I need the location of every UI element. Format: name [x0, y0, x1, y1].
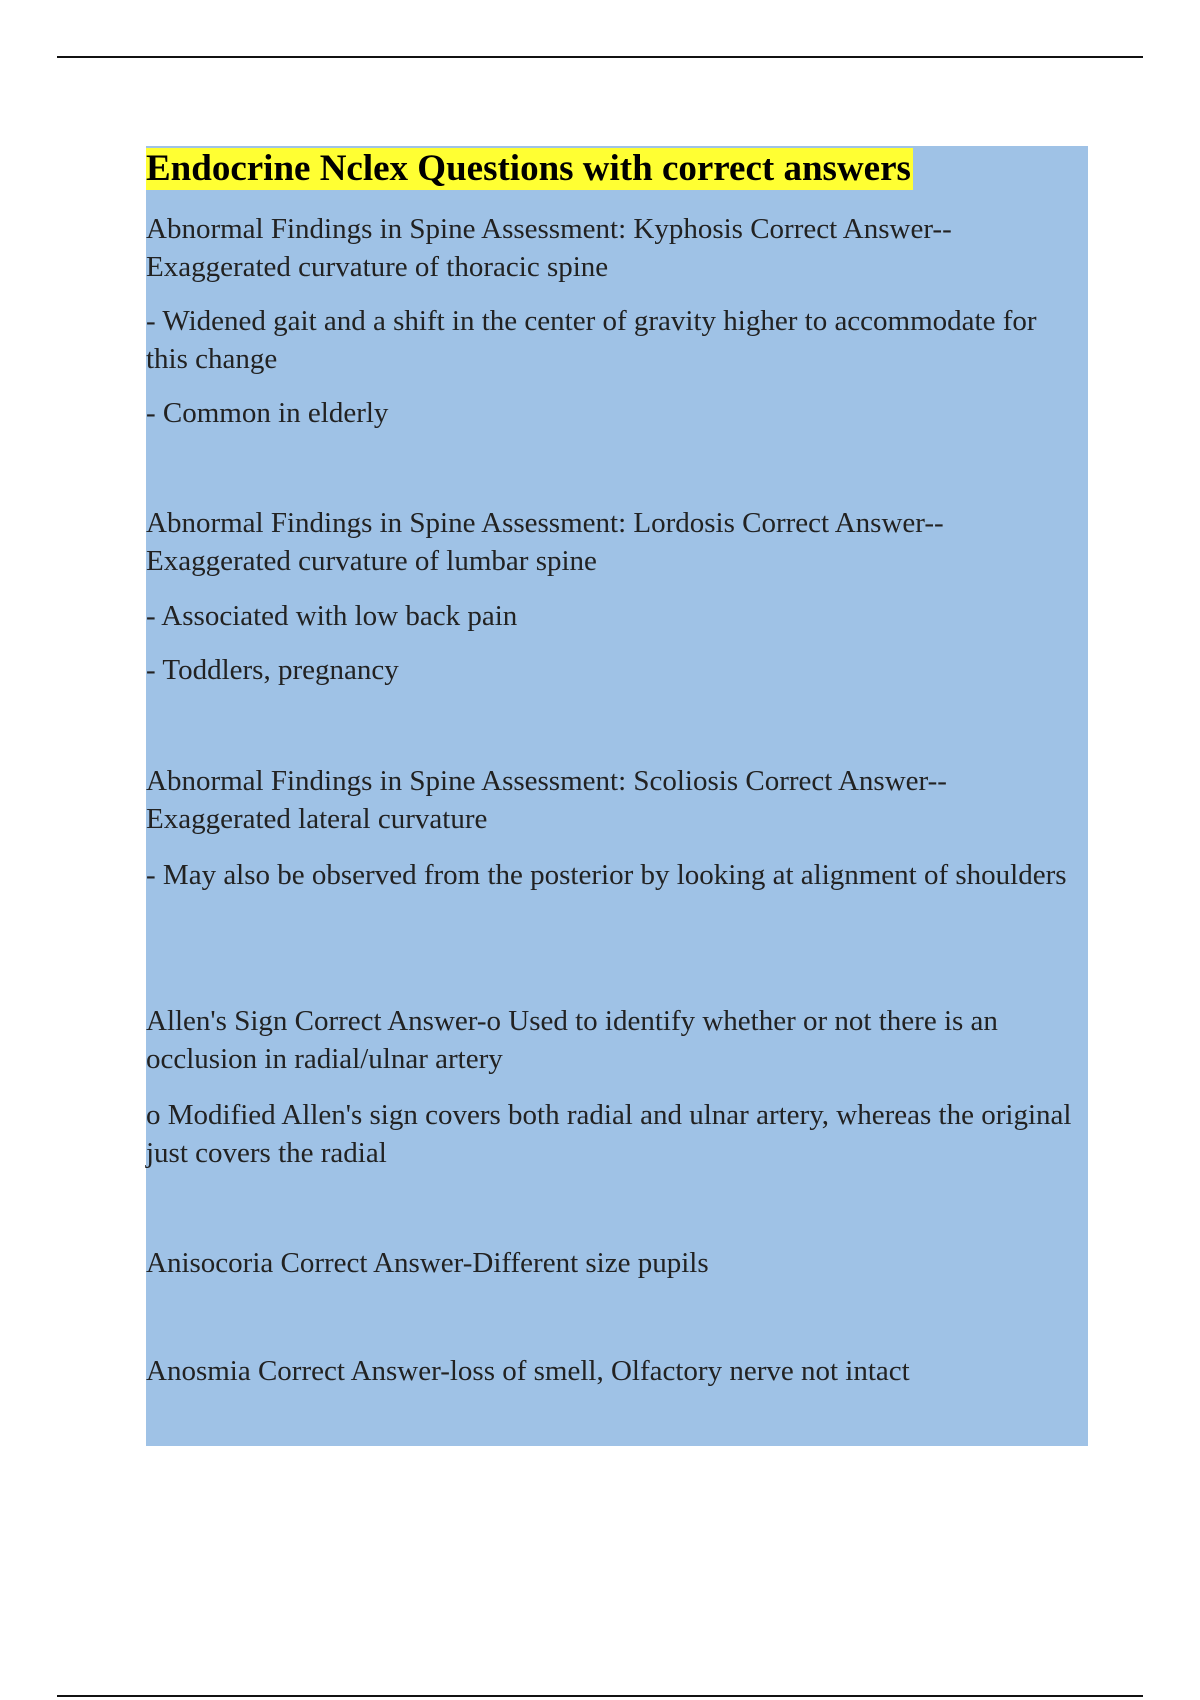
paragraph-scoliosis: Abnormal Findings in Spine Assessment: Scoliosis Correct Answer--Exaggerated lateral curvature — [146, 765, 947, 835]
top-rule — [57, 56, 1143, 58]
paragraph-anisocoria: Anisocoria Correct Answer-Different size pupils — [146, 1247, 709, 1279]
paragraph-lordosis: Abnormal Findings in Spine Assessment: Lordosis Correct Answer--Exaggerated curvature of lumbar spine — [146, 507, 944, 577]
paragraph-lordosis-groups: - Toddlers, pregnancy — [146, 654, 399, 686]
paragraph-lordosis-pain: - Associated with low back pain — [146, 600, 518, 632]
bottom-rule — [57, 1695, 1143, 1697]
paragraph-kyphosis: Abnormal Findings in Spine Assessment: Kyphosis Correct Answer--Exaggerated curvature of thoracic spine — [146, 213, 952, 283]
content-panel — [146, 146, 1088, 1446]
paragraph-kyphosis-gait: - Widened gait and a shift in the center of gravity higher to accommodate for this change — [146, 305, 1037, 375]
paragraph-scoliosis-shoulders: - May also be observed from the posterior by looking at alignment of shoulders — [146, 859, 1067, 891]
paragraph-anosmia: Anosmia Correct Answer-loss of smell, Olfactory nerve not intact — [146, 1355, 910, 1387]
document-title: Endocrine Nclex Questions with correct answers — [146, 148, 911, 189]
paragraph-kyphosis-elderly: - Common in elderly — [146, 397, 389, 429]
paragraph-allens-modified: o Modified Allen's sign covers both radial and ulnar artery, whereas the original just covers the radial — [146, 1099, 1072, 1169]
paragraph-allens-sign: Allen's Sign Correct Answer-o Used to identify whether or not there is an occlusion in radial/ulnar artery — [146, 1005, 998, 1075]
